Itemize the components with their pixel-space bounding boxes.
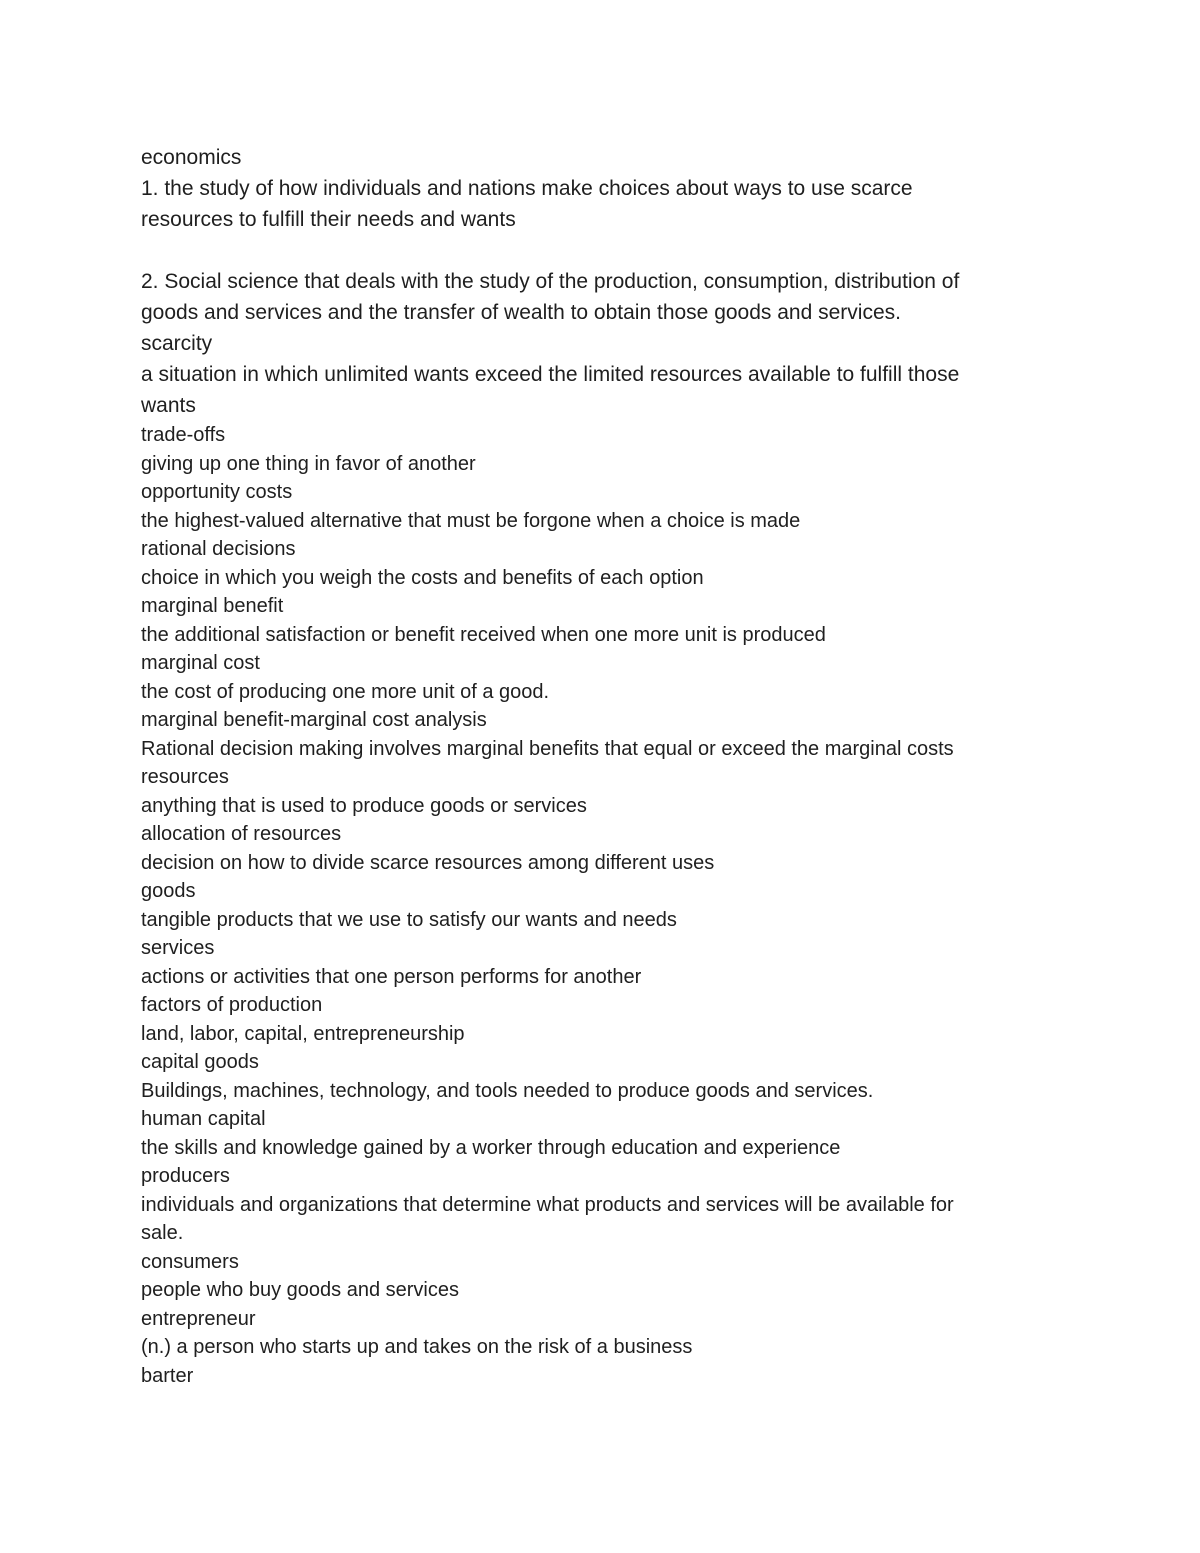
text-line: 2. Social science that deals with the study of the production, consumption, distribution of (141, 270, 960, 293)
term-line: entrepreneur (141, 1307, 256, 1330)
term-line: capital goods (141, 1051, 259, 1073)
definition-line: individuals and organizations that determine what products and services will be available for (141, 1193, 954, 1216)
term-line: marginal benefit (141, 595, 284, 617)
definition-line: choice in which you weigh the costs and benefits of each option (141, 566, 704, 589)
term-line: trade-offs (141, 424, 226, 446)
term-line: barter (141, 1364, 194, 1387)
definition-line: (n.) a person who starts up and takes on the risk of a business (141, 1336, 693, 1358)
term-line: human capital (141, 1108, 266, 1130)
definition-line: tangible products that we use to satisfy our wants and needs (141, 908, 677, 931)
definition-line: the highest-valued alternative that must be forgone when a choice is made (141, 509, 801, 532)
definition-line: actions or activities that one person performs for another (141, 965, 642, 988)
term-line: factors of production (141, 994, 323, 1016)
term-line: opportunity costs (141, 481, 293, 503)
definition-line: decision on how to divide scarce resources among different uses (141, 851, 715, 874)
document-body (141, 142, 1071, 1390)
term-line: marginal cost (141, 652, 260, 674)
text-line: economics (141, 146, 242, 169)
text-line: a situation in which unlimited wants exceed the limited resources available to fulfill those (141, 363, 960, 386)
text-line: 1. the study of how individuals and nations make choices about ways to use scarce (141, 177, 913, 200)
term-line: goods (141, 880, 196, 902)
definition-line: Rational decision making involves marginal benefits that equal or exceed the marginal costs (141, 737, 954, 760)
term-line: resources (141, 766, 229, 788)
definition-line: anything that is used to produce goods or services (141, 794, 587, 817)
term-line: allocation of resources (141, 823, 342, 845)
definition-line: the skills and knowledge gained by a worker through education and experience (141, 1136, 841, 1159)
term-line: rational decisions (141, 538, 296, 560)
text-line: scarcity (141, 332, 213, 355)
definition-line: land, labor, capital, entrepreneurship (141, 1022, 465, 1045)
term-line: consumers (141, 1250, 239, 1273)
large-text-block (141, 142, 1071, 421)
blank-line (141, 235, 1071, 266)
definition-line: sale. (141, 1222, 184, 1244)
term-line: producers (141, 1165, 230, 1187)
definition-line: giving up one thing in favor of another (141, 452, 476, 475)
text-line: resources to fulfill their needs and wants (141, 208, 516, 231)
term-line: services (141, 937, 215, 959)
text-line: goods and services and the transfer of wealth to obtain those goods and services. (141, 301, 901, 324)
term-line: marginal benefit-marginal cost analysis (141, 709, 487, 731)
definition-line: people who buy goods and services (141, 1279, 459, 1301)
definition-line: Buildings, machines, technology, and tools needed to produce goods and services. (141, 1079, 874, 1102)
definition-line: the additional satisfaction or benefit received when one more unit is produced (141, 623, 826, 646)
small-text-block (141, 421, 1071, 1390)
definition-line: the cost of producing one more unit of a good. (141, 680, 550, 703)
text-line: wants (141, 394, 196, 417)
